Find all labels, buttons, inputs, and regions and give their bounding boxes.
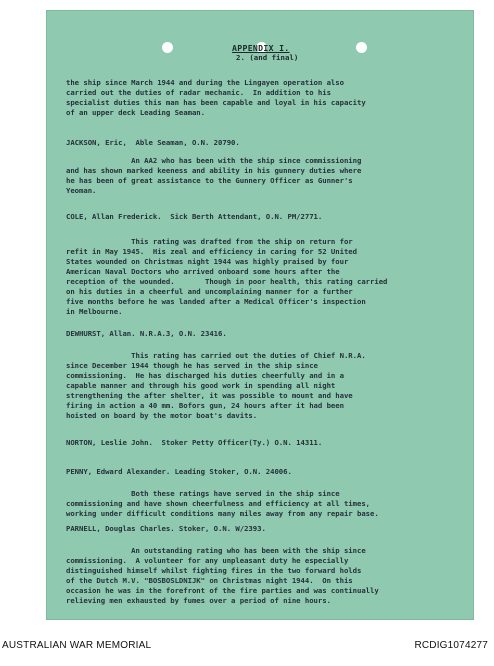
entry-line: strengthening the after shelter, it was possible to mount and have <box>66 391 353 400</box>
entry-line: commissioning and have shown cheerfulness and efficiency at all times, <box>66 499 371 508</box>
entry-line: An AA2 who has been with the ship since commissioning <box>66 156 362 165</box>
entry-line: Both these ratings have served in the ship since <box>66 489 340 498</box>
entry-line: and has shown marked keeness and ability in his gunnery duties where <box>66 166 362 175</box>
entry-line: commissioning. He has discharged his duties cheerfully and in a <box>66 371 344 380</box>
entry-line: firing in action a 40 mm. Bofors gun, 24 hours after it had been <box>66 401 344 410</box>
entry-line: American Naval Doctors who arrived onboard some hours after the <box>66 267 340 276</box>
entry-line: on his duties in a cheerful and uncomplaining manner for a further <box>66 287 353 296</box>
entry-line: hoisted on board by the motor boat's davits. <box>66 411 258 420</box>
entry-line: capable manner and through his good work in spending all night <box>66 381 336 390</box>
entry-line: commissioning. A volunteer for any unpleasant duty he especially <box>66 556 349 565</box>
entry-line: occasion he was in the forefront of the fire parties and was continually <box>66 586 379 595</box>
page-subheading: 2. (and final) <box>236 53 299 62</box>
entry-name: NORTON, Leslie John. Stoker Petty Officer(Ty.) O.N. 14311. <box>66 438 323 447</box>
entry-line: five months before he was landed after a Medical Officer's inspection <box>66 297 366 306</box>
entry-line: This rating was drafted from the ship on return for <box>66 237 353 246</box>
entry-line: States wounded on Christmas night 1944 was highly praised by four <box>66 257 349 266</box>
entry-name: PENNY, Edward Alexander. Leading Stoker, O.N. 24006. <box>66 467 292 476</box>
entry-line: This rating has carried out the duties of Chief N.R.A. <box>66 351 366 360</box>
entry-line: he has been of great assistance to the Gunnery Officer as Gunner's <box>66 176 353 185</box>
entry-line: in Melbourne. <box>66 307 123 316</box>
punch-hole <box>356 42 367 53</box>
entry-line: relieving men exhausted by fumes over a period of nine hours. <box>66 596 331 605</box>
entry-name: DEWHURST, Allan. N.R.A.3, O.N. 23416. <box>66 329 227 338</box>
entry-line: working under difficult conditions many miles away from any repair base. <box>66 509 379 518</box>
intro-line: of an upper deck Leading Seaman. <box>66 108 205 117</box>
entry-name: COLE, Allan Frederick. Sick Berth Attendant, O.N. PM/2771. <box>66 212 323 221</box>
entry-line: distinguished himself whilst fighting fires in the two forward holds <box>66 566 362 575</box>
entry-line: An outstanding rating who has been with the ship since <box>66 546 366 555</box>
entry-line: reception of the wounded. Though in poor health, this rating carried <box>66 277 388 286</box>
intro-line: the ship since March 1944 and during the Lingayen operation also <box>66 78 344 87</box>
entry-line: refit in May 1945. His zeal and efficiency in caring for 52 United <box>66 247 357 256</box>
intro-line: carried out the duties of radar mechanic. In addition to his <box>66 88 331 97</box>
source-caption: AUSTRALIAN WAR MEMORIAL <box>2 640 152 651</box>
reference-code: RCDIG1074277 <box>414 640 488 651</box>
document-sheet <box>46 10 474 620</box>
intro-line: specialist duties this man has been capable and loyal in his capacity <box>66 98 366 107</box>
entry-line: Yeoman. <box>66 186 97 195</box>
entry-name: PARNELL, Douglas Charles. Stoker, O.N. W/2393. <box>66 524 266 533</box>
appendix-heading: APPENDIX I. <box>232 43 290 53</box>
entry-line: of the Dutch M.V. "BOSBOSLDNIJK" on Christmas night 1944. On this <box>66 576 353 585</box>
entry-line: since December 1944 though he has served in the ship since <box>66 361 318 370</box>
punch-hole <box>162 42 173 53</box>
entry-name: JACKSON, Eric, Able Seaman, O.N. 20790. <box>66 138 240 147</box>
